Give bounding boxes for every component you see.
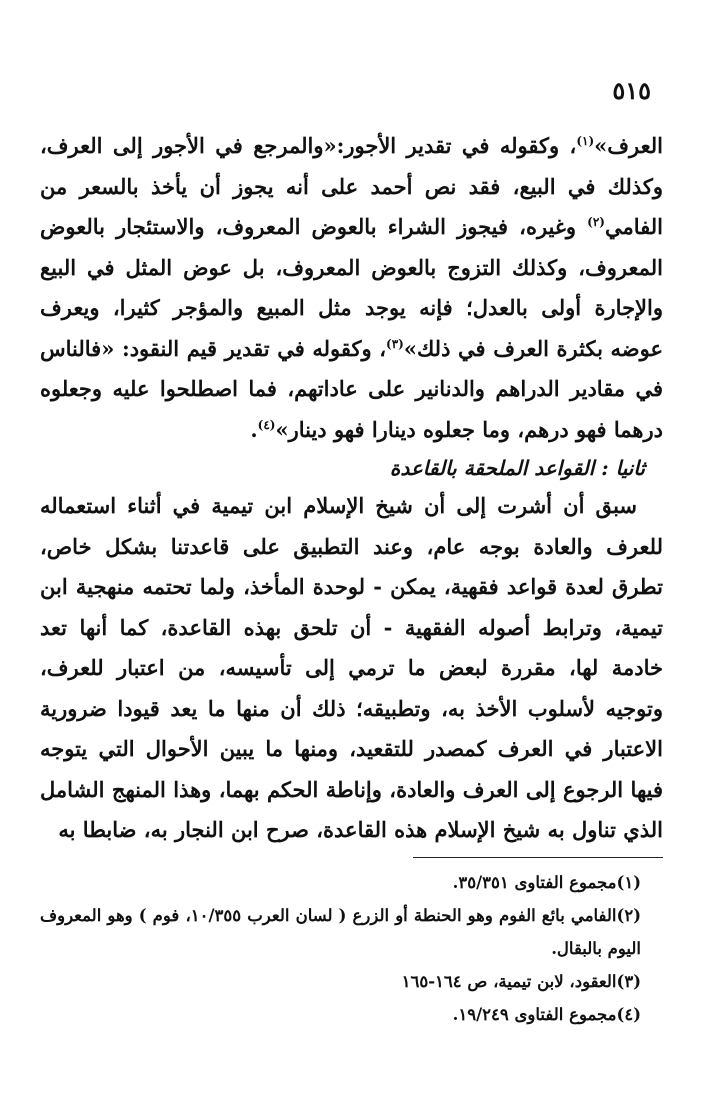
footnote-3: (٣)العقود، لابن تيمية، ص ١٦٤-١٦٥ (401, 972, 641, 991)
section-heading: ثانيا : القواعد الملحقة بالقاعدة (389, 456, 645, 480)
page-number: ٥١٥ (612, 76, 651, 105)
paragraph-1: العرف»$^{(١)}$، وكقوله في تقدير الأجور:«والمرجع في الأجور إلى العرف، وكذلك في البيع، فقد نص أحمد على أنه يجوز أن يأخذ بالسعر من الفامي$^{(٢)}$ وغيره، فيجوز الشراء بالعوض المعروف، والاستئجار بالعوض المعروف، وكذلك التزوج بالعوض المعروف، بل عوض المثل في البيع والإجارة أولى بالعدل؛ فإنه يوجد مثل المبيع والمؤجر كثيرا، ويعرف عوضه بكثرة العرف في ذلك»$^{(٣)}$، وكقوله في تقدير قيم النقود: «فالناس في مقادير الدراهم والدنانير على عاداتهم، فما اصطلحوا عليه وجعلوه درهما فهو درهم، وما جعلوه دينارا فهو دينار»$^{(٤)}$. (40, 133, 663, 442)
footnote-1: (١)مجموع الفتاوى ٣٥/٣٥١. (452, 873, 641, 892)
footnote-4: (٤)مجموع الفتاوى ١٩/٢٤٩. (452, 1005, 641, 1024)
main-text (40, 126, 663, 851)
footnote-divider (413, 857, 663, 858)
footnote-2: (٢)الفامي بائع الفوم وهو الحنطة أو الزرع ( لسان العرب ١٠/٣٥٥، فوم ) وهو المعروف اليوم بالبقال. (40, 906, 642, 958)
paragraph-2: سبق أن أشرت إلى أن شيخ الإسلام ابن تيمية في أثناء استعماله للعرف والعادة بوجه عام، وعند التطبيق على قاعدتنا بشكل خاص، تطرق لعدة قواعد فقهية، يمكن - لوحدة المأخذ، ولما تحتمه منهجية ابن تيمية، وترابط أصوله الفقهية - أن تلحق بهذه القاعدة، كما أنها تعد خادمة لها، مقررة لبعض ما ترمي إلى تأسيسه، من اعتبار للعرف، وتوجيه لأسلوب الأخذ به، وتطبيقه؛ ذلك أن منها ما يعد قيودا ضرورية الاعتبار في العرف كمصدر للتقعيد، ومنها ما يبين الأحوال التي يتوجه فيها الرجوع إلى العرف والعادة، وإناطة الحكم بهما، وهذا المنهج الشامل الذي تناول به شيخ الإسلام هذه القاعدة، صرح ابن النجار به، ضابطا به (40, 493, 663, 842)
footnotes (40, 866, 663, 1031)
